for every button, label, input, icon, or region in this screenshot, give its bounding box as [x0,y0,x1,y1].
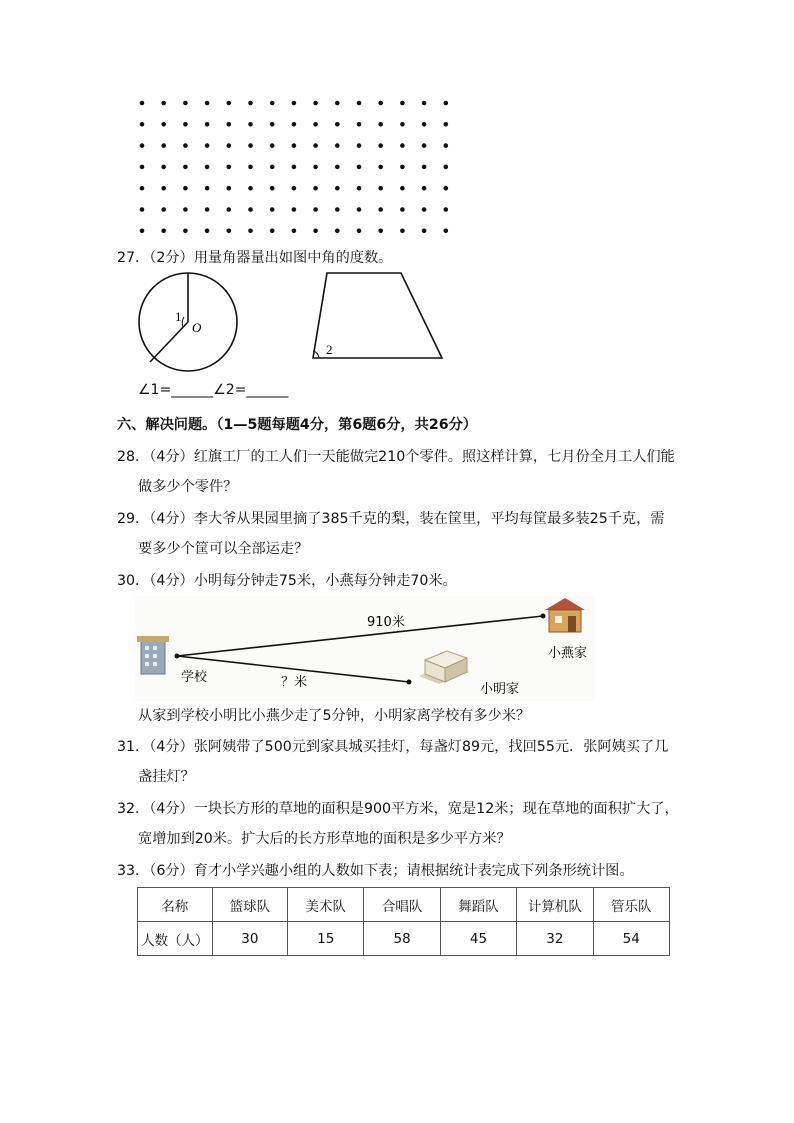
grid-dot [422,101,427,106]
grid-dot [444,186,449,191]
grid-dot [270,229,275,234]
grid-dot [270,101,275,106]
grid-dot [400,143,405,148]
question-30-question: 从家到学校小明比小燕少走了5分钟，小明家离学校有多少米？ [138,708,531,724]
question-33-line1: 33．（6分）育才小学兴趣小组的人数如下表；请根据统计表完成下列条形统计图。 [117,863,634,879]
question-32-line1: 32．（4分）一块长方形的草地的面积是900平方米，宽是12米；现在草地的面积扩大了， [117,801,679,817]
grid-dot [270,207,275,212]
table-header-row [138,888,670,922]
grid-dot [227,186,232,191]
question-28-line1: 28．（4分）红旗工厂的工人们一天能做完210个零件。照这样计算，七月份全月工人们能 [117,449,675,465]
interest-group-table [137,887,670,956]
grid-dot [357,143,362,148]
unknown-distance-label: ？米 [281,675,308,690]
grid-dot [161,229,166,234]
circle-figure [139,273,237,371]
question-29-line1: 29．（4分）李大爷从果园里摘了385千克的梨，装在筐里，平均每筐最多装25千克，需 [117,511,665,527]
grid-dot [248,101,253,106]
grid-dot [183,186,188,191]
grid-dot [205,165,210,170]
grid-dot [161,165,166,170]
school-label: 学校 [181,670,208,685]
grid-dot [205,122,210,127]
grid-dot [227,122,232,127]
question-29-line2: 要多少个筐可以全部运走？ [138,541,309,557]
grid-dot [140,229,145,234]
table-cell: 篮球队 [212,888,287,922]
table-cell: 合唱队 [364,888,440,922]
grid-dot [183,101,188,106]
distance-910-label: 910米 [367,615,405,630]
question-27: 27．（2分）用量角器量出如图中角的度数。 [117,250,393,266]
grid-dot [313,186,318,191]
grid-dot [335,165,340,170]
grid-dot [140,122,145,127]
grid-dot [422,122,427,127]
grid-dot [161,143,166,148]
grid-dot [161,101,166,106]
grid-dot [313,143,318,148]
grid-dot [183,165,188,170]
grid-dot [183,143,188,148]
grid-dot [270,165,275,170]
question-31-line1: 31．（4分）张阿姨带了500元到家具城买挂灯，每盏灯89元，找回55元．张阿姨买了几 [117,739,669,755]
grid-dot [183,207,188,212]
grid-dot [140,143,145,148]
grid-dot [422,143,427,148]
grid-dot [335,229,340,234]
grid-dot [335,122,340,127]
dot-grid [130,95,465,245]
grid-dot [140,207,145,212]
grid-dot [378,186,383,191]
grid-dot [400,186,405,191]
section-6-heading: 六、解决问题。（1—5题每题4分，第6题6分，共26分） [117,417,477,433]
question-31-line2: 盏挂灯？ [138,769,195,785]
grid-dot [357,165,362,170]
angle-answer-line: ∠1=______∠2=______ [138,382,289,398]
grid-dot [400,122,405,127]
grid-dot [227,101,232,106]
grid-dot [313,229,318,234]
distance-diagram [135,596,595,701]
grid-dot [140,101,145,106]
grid-dot [227,207,232,212]
angle-1-label: 1 [175,309,182,324]
grid-dot [270,186,275,191]
table-cell: 54 [593,922,669,956]
grid-dot [248,207,253,212]
grid-dot [205,101,210,106]
grid-dot [444,207,449,212]
grid-dot [161,186,166,191]
grid-dot [248,122,253,127]
grid-dot [292,101,297,106]
grid-dot [227,229,232,234]
grid-dot [183,229,188,234]
grid-dot [444,165,449,170]
grid-dot [378,207,383,212]
grid-dot [270,122,275,127]
grid-dot [335,186,340,191]
grid-dot [270,143,275,148]
table-cell: 30 [212,922,287,956]
grid-dot [444,229,449,234]
grid-dot [444,101,449,106]
grid-dot [292,186,297,191]
grid-dot [335,207,340,212]
grid-dot [292,229,297,234]
grid-dot [313,101,318,106]
grid-dot [227,143,232,148]
grid-dot [313,165,318,170]
grid-dot [140,186,145,191]
table-cell: 计算机队 [517,888,593,922]
question-32-line2: 宽增加到20米。扩大后的长方形草地的面积是多少平方米？ [138,831,511,847]
grid-dot [378,101,383,106]
grid-dot [357,122,362,127]
table-cell: 32 [517,922,593,956]
grid-dot [422,229,427,234]
grid-dot [400,229,405,234]
grid-dot [161,207,166,212]
table-cell: 美术队 [288,888,364,922]
trapezoid-figure [313,273,442,358]
school-building-icon [137,636,169,674]
grid-dot [422,207,427,212]
grid-dot [248,186,253,191]
table-cell: 15 [288,922,364,956]
grid-dot [140,165,145,170]
grid-dot [357,229,362,234]
grid-dot [400,165,405,170]
grid-dot [378,229,383,234]
grid-dot [292,143,297,148]
grid-dot [205,143,210,148]
grid-dot [248,143,253,148]
grid-dot [248,229,253,234]
grid-dot [161,122,166,127]
grid-dot [357,186,362,191]
angle-2-label: 2 [326,342,333,357]
grid-dot [292,165,297,170]
grid-dot [400,101,405,106]
grid-dot [400,207,405,212]
table-cell: 人数（人） [138,922,213,956]
table-cell: 45 [440,922,516,956]
table-cell: 名称 [138,888,213,922]
grid-dot [248,165,253,170]
table-cell: 舞蹈队 [440,888,516,922]
xiaoming-home-label: 小明家 [480,682,520,697]
grid-dot [335,143,340,148]
question-30-line1: 30．（4分）小明每分钟走75米，小燕每分钟走70米。 [117,573,457,589]
grid-dot [227,165,232,170]
grid-dot [183,122,188,127]
grid-dot [444,143,449,148]
grid-dot [205,207,210,212]
grid-dot [422,186,427,191]
grid-dot [444,122,449,127]
grid-dot [335,101,340,106]
question-28-line2: 做多少个零件？ [138,479,238,495]
grid-dot [205,229,210,234]
grid-dot [292,122,297,127]
grid-dot [313,207,318,212]
grid-dot [292,207,297,212]
grid-dot [357,207,362,212]
grid-dot [205,186,210,191]
grid-dot [378,165,383,170]
grid-dot [357,101,362,106]
angle-figures [130,272,450,380]
grid-dot [422,165,427,170]
table-cell: 58 [364,922,440,956]
grid-dot [378,143,383,148]
table-row [138,922,670,956]
xiaoyan-home-label: 小燕家 [548,646,588,661]
grid-dot [378,122,383,127]
table-cell: 管乐队 [593,888,669,922]
grid-dot [313,122,318,127]
center-o-label: O [192,320,202,335]
